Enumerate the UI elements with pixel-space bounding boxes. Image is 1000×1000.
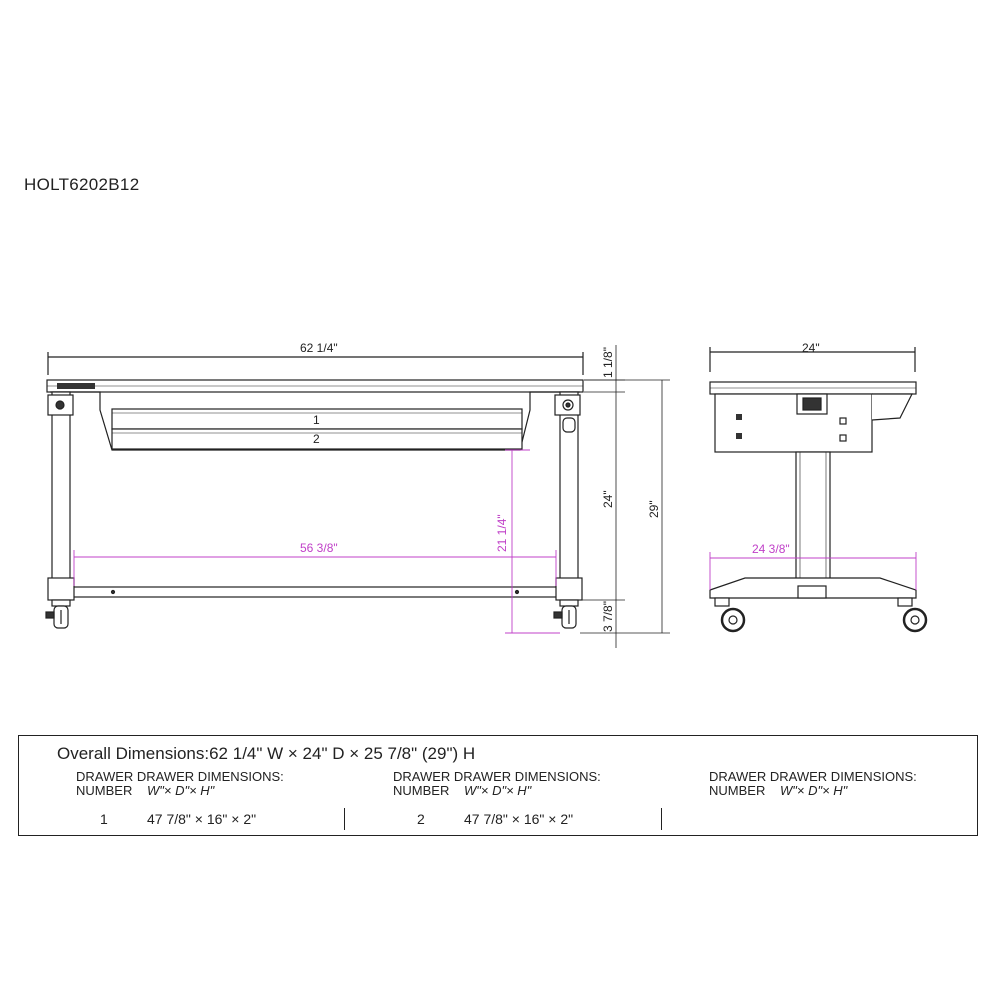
model-number: HOLT6202B12 — [24, 175, 140, 194]
specifications-table — [18, 735, 978, 836]
drawer-number: 2 — [417, 811, 425, 827]
side-column — [796, 452, 830, 580]
drawer-dims-header: W"× D"× H" — [780, 783, 848, 798]
total-height-label: 29" — [647, 500, 661, 518]
drawer-dims-header: W"× D"× H" — [464, 783, 532, 798]
drawer-number: 1 — [100, 811, 108, 827]
drawer-number-header: NUMBER — [709, 783, 766, 798]
drawer-dimensions: 47 7/8" × 16" × 2" — [147, 811, 257, 827]
lower-stretcher — [70, 587, 560, 597]
drawer-dimensions: 47 7/8" × 16" × 2" — [464, 811, 574, 827]
side-left-caster — [715, 598, 744, 631]
inner-height-label: 21 1/4" — [495, 514, 509, 552]
side-drawer-box — [715, 394, 872, 452]
right-caster — [554, 600, 578, 628]
side-depth-label: 24" — [802, 341, 820, 355]
leg-height-label: 24" — [601, 490, 615, 508]
side-view — [710, 347, 926, 631]
drawer-header: DRAWER DRAWER DIMENSIONS: — [393, 769, 601, 784]
drawer-2-label: 2 — [313, 432, 320, 446]
caster-offset-label: 3 7/8" — [601, 601, 615, 632]
left-leg — [52, 392, 70, 600]
column-separator — [344, 808, 345, 830]
top-thickness-label: 1 1/8" — [601, 347, 615, 378]
inner-span-label: 56 3/8" — [300, 541, 338, 555]
side-right-caster — [898, 598, 926, 631]
front-width-label: 62 1/4" — [300, 341, 338, 355]
brand-logo — [57, 383, 95, 389]
overall-dimensions: Overall Dimensions:62 1/4" W × 24" D × 25 7/8" (29") H — [57, 744, 476, 763]
left-caster — [46, 600, 70, 628]
front-view — [46, 345, 670, 648]
side-base-label: 24 3/8" — [752, 542, 790, 556]
drawer-1-label: 1 — [313, 413, 320, 427]
drawer-header: DRAWER DRAWER DIMENSIONS: — [709, 769, 917, 784]
drawer-number-header: NUMBER — [76, 783, 133, 798]
drawer-number-header: NUMBER — [393, 783, 450, 798]
column-separator — [661, 808, 662, 830]
drawer-header: DRAWER DRAWER DIMENSIONS: — [76, 769, 284, 784]
drawer-dims-header: W"× D"× H" — [147, 783, 215, 798]
